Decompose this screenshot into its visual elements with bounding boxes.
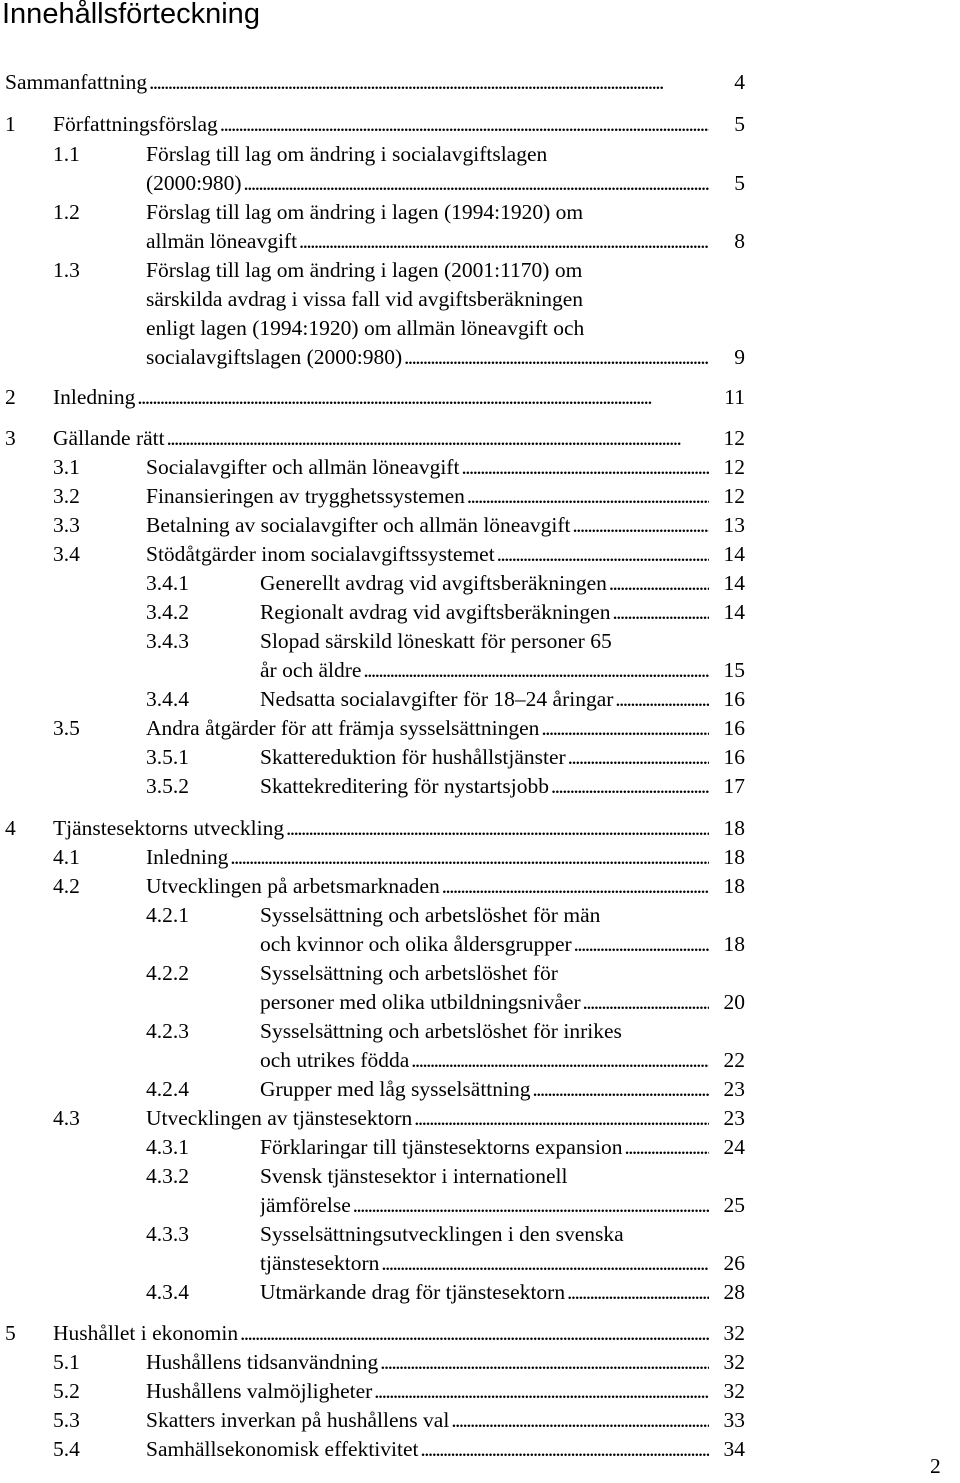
toc-entry-number: 1.3 — [53, 258, 80, 282]
toc-entry-title: tjänstesektorn . . . — [260, 1249, 709, 1278]
toc-entry-page: 16 — [723, 716, 745, 740]
toc-entry-number: 4.3.4 — [146, 1280, 189, 1304]
toc-entry-number: 4.3.2 — [146, 1164, 189, 1188]
toc-entry-title: Hushållet i ekonomin . . . — [53, 1319, 709, 1348]
toc-entry-title: socialavgiftslagen (2000:980) . . . — [146, 343, 709, 372]
toc-entry-title: Sysselsättningsutvecklingen i den svenska — [260, 1222, 624, 1246]
toc-entry-page: 12 — [723, 455, 745, 479]
toc-entry-number: 4.3.3 — [146, 1222, 189, 1246]
toc-entry-title: Utmärkande drag för tjänstesektorn . . . — [260, 1278, 709, 1307]
toc-entry-number: 5.1 — [53, 1350, 80, 1374]
toc-entry-number: 4.2.3 — [146, 1019, 189, 1043]
toc-entry-title: Sysselsättning och arbetslöshet för inrikes — [260, 1019, 622, 1043]
toc-entry-page: 17 — [723, 774, 745, 798]
toc-entry-page: 14 — [723, 571, 745, 595]
toc-entry-title: jämförelse . . . — [260, 1191, 709, 1220]
toc-entry-number: 4.1 — [53, 845, 80, 869]
toc-entry-number: 1.1 — [53, 142, 80, 166]
toc-entry-title: Sysselsättning och arbetslöshet för män — [260, 903, 601, 927]
page-title: Innehållsförteckning — [2, 0, 260, 30]
toc-entry-title: år och äldre . . . — [260, 656, 709, 685]
toc-entry-page: 23 — [723, 1077, 745, 1101]
toc-entry-page: 18 — [723, 874, 745, 898]
toc-entry-title: Andra åtgärder för att främja sysselsättningen . . . — [146, 714, 709, 743]
toc-entry-title: Generellt avdrag vid avgiftsberäkningen . . . — [260, 569, 709, 598]
toc-entry-title: Betalning av socialavgifter och allmän löneavgift . . . — [146, 511, 709, 540]
toc-entry-number: 5.3 — [53, 1408, 80, 1432]
toc-entry-page: 15 — [723, 658, 745, 682]
toc-entry-title: Skatters inverkan på hushållens val . . . — [146, 1406, 709, 1435]
toc-entry-page: 20 — [723, 990, 745, 1014]
toc-entry-title: Grupper med låg sysselsättning . . . — [260, 1075, 709, 1104]
toc-entry-number: 4.2 — [53, 874, 80, 898]
page-number: 2 — [930, 1454, 941, 1478]
toc-entry-title: Stödåtgärder inom socialavgiftssystemet . . . — [146, 540, 709, 569]
toc-entry-page: 5 — [734, 171, 745, 195]
toc-entry-title: Förslag till lag om ändring i lagen (2001:1170) om — [146, 258, 583, 282]
toc-entry-number: 3.2 — [53, 484, 80, 508]
toc-entry-title: allmän löneavgift . . . — [146, 227, 709, 256]
toc-entry-page: 18 — [723, 845, 745, 869]
toc-entry-title: Utvecklingen av tjänstesektorn . . . — [146, 1104, 709, 1133]
toc-entry-page: 25 — [723, 1193, 745, 1217]
toc-entry-page: 28 — [723, 1280, 745, 1304]
toc-entry-number: 3.1 — [53, 455, 80, 479]
toc-entry-number: 5 — [5, 1321, 16, 1345]
toc-entry-number: 3.5.1 — [146, 745, 189, 769]
toc-entry-title: Gällande rätt . . . — [53, 424, 709, 453]
toc-entry-page: 4 — [734, 70, 745, 94]
toc-entry-page: 14 — [723, 542, 745, 566]
toc-entry-number: 3.4.3 — [146, 629, 189, 653]
toc-entry-page: 11 — [724, 385, 745, 409]
toc-entry-number: 3.5 — [53, 716, 80, 740]
toc-entry-number: 1.2 — [53, 200, 80, 224]
toc-entry-number: 3.4.1 — [146, 571, 189, 595]
toc-entry-page: 12 — [723, 426, 745, 450]
toc-entry-title: Samhällsekonomisk effektivitet . . . — [146, 1435, 709, 1464]
toc-entry-page: 26 — [723, 1251, 745, 1275]
toc-entry-title: särskilda avdrag i vissa fall vid avgiftsberäkningen — [146, 287, 584, 311]
toc-entry-title: Regionalt avdrag vid avgiftsberäkningen . . . — [260, 598, 709, 627]
toc-entry-page: 24 — [723, 1135, 745, 1159]
toc-entry-number: 5.2 — [53, 1379, 80, 1403]
toc-entry-page: 22 — [723, 1048, 745, 1072]
toc-entry-title: Svensk tjänstesektor i internationell — [260, 1164, 568, 1188]
toc-entry-page: 23 — [723, 1106, 745, 1130]
toc-entry-page: 33 — [723, 1408, 745, 1432]
toc-entry-title: Nedsatta socialavgifter för 18–24 åringar . . . — [260, 685, 709, 714]
toc-entry-title: Slopad särskild löneskatt för personer 65 — [260, 629, 612, 653]
toc-entry-title: Inledning . . . — [146, 843, 709, 872]
toc-entry-title: Förslag till lag om ändring i socialavgiftslagen — [146, 142, 548, 166]
toc-entry-title: Finansieringen av trygghetssystemen . . . — [146, 482, 709, 511]
toc-entry-title: Inledning . . . — [53, 383, 709, 412]
toc-entry-title: personer med olika utbildningsnivåer . . . — [260, 988, 709, 1017]
toc-entry-number: 3.3 — [53, 513, 80, 537]
toc-entry-page: 13 — [723, 513, 745, 537]
toc-entry-page: 16 — [723, 745, 745, 769]
toc-entry-page: 32 — [723, 1321, 745, 1345]
toc-entry-page: 14 — [723, 600, 745, 624]
toc-entry-page: 32 — [723, 1350, 745, 1374]
toc-entry-title: Förklaringar till tjänstesektorns expansion . . . — [260, 1133, 709, 1162]
toc-entry-title: Hushållens valmöjligheter . . . — [146, 1377, 709, 1406]
toc-entry-title: Utvecklingen på arbetsmarknaden . . . — [146, 872, 709, 901]
toc-entry-number: 4.2.4 — [146, 1077, 189, 1101]
toc-entry-title: Sammanfattning . . . — [5, 68, 709, 97]
toc-entry-page: 9 — [734, 345, 745, 369]
toc-entry-title: (2000:980) . . . — [146, 169, 709, 198]
toc-entry-page: 32 — [723, 1379, 745, 1403]
toc-entry-title: enligt lagen (1994:1920) om allmän löneavgift och — [146, 316, 585, 340]
toc-entry-page: 34 — [723, 1437, 745, 1461]
toc-entry-title: Skattekreditering för nystartsjobb . . . — [260, 772, 709, 801]
toc-entry-number: 4 — [5, 816, 16, 840]
toc-entry-number: 3.5.2 — [146, 774, 189, 798]
toc-entry-number: 3.4.2 — [146, 600, 189, 624]
toc-entry-title: och utrikes födda . . . — [260, 1046, 709, 1075]
toc-entry-number: 3.4 — [53, 542, 80, 566]
toc-entry-title: och kvinnor och olika åldersgrupper . . . — [260, 930, 709, 959]
toc-entry-number: 1 — [5, 112, 16, 136]
toc-entry-page: 5 — [734, 112, 745, 136]
toc-entry-title: Skattereduktion för hushållstjänster . . . — [260, 743, 709, 772]
toc-entry-page: 18 — [723, 932, 745, 956]
toc-entry-page: 8 — [734, 229, 745, 253]
toc-entry-number: 4.3.1 — [146, 1135, 189, 1159]
toc-entry-number: 3.4.4 — [146, 687, 189, 711]
toc-entry-title: Förslag till lag om ändring i lagen (1994:1920) om — [146, 200, 584, 224]
toc-entry-number: 4.3 — [53, 1106, 80, 1130]
toc-entry-title: Hushållens tidsanvändning . . . — [146, 1348, 709, 1377]
toc-entry-number: 4.2.1 — [146, 903, 189, 927]
toc-entry-number: 2 — [5, 385, 16, 409]
toc-entry-number: 4.2.2 — [146, 961, 189, 985]
toc-entry-title: Socialavgifter och allmän löneavgift . . . — [146, 453, 709, 482]
toc-entry-page: 16 — [723, 687, 745, 711]
toc-entry-title: Författningsförslag . . . — [53, 110, 709, 139]
toc-entry-title: Sysselsättning och arbetslöshet för — [260, 961, 558, 985]
toc-entry-title: Tjänstesektorns utveckling . . . — [53, 814, 709, 843]
toc-entry-page: 12 — [723, 484, 745, 508]
toc-entry-page: 18 — [723, 816, 745, 840]
toc-entry-number: 5.4 — [53, 1437, 80, 1461]
toc-entry-number: 3 — [5, 426, 16, 450]
